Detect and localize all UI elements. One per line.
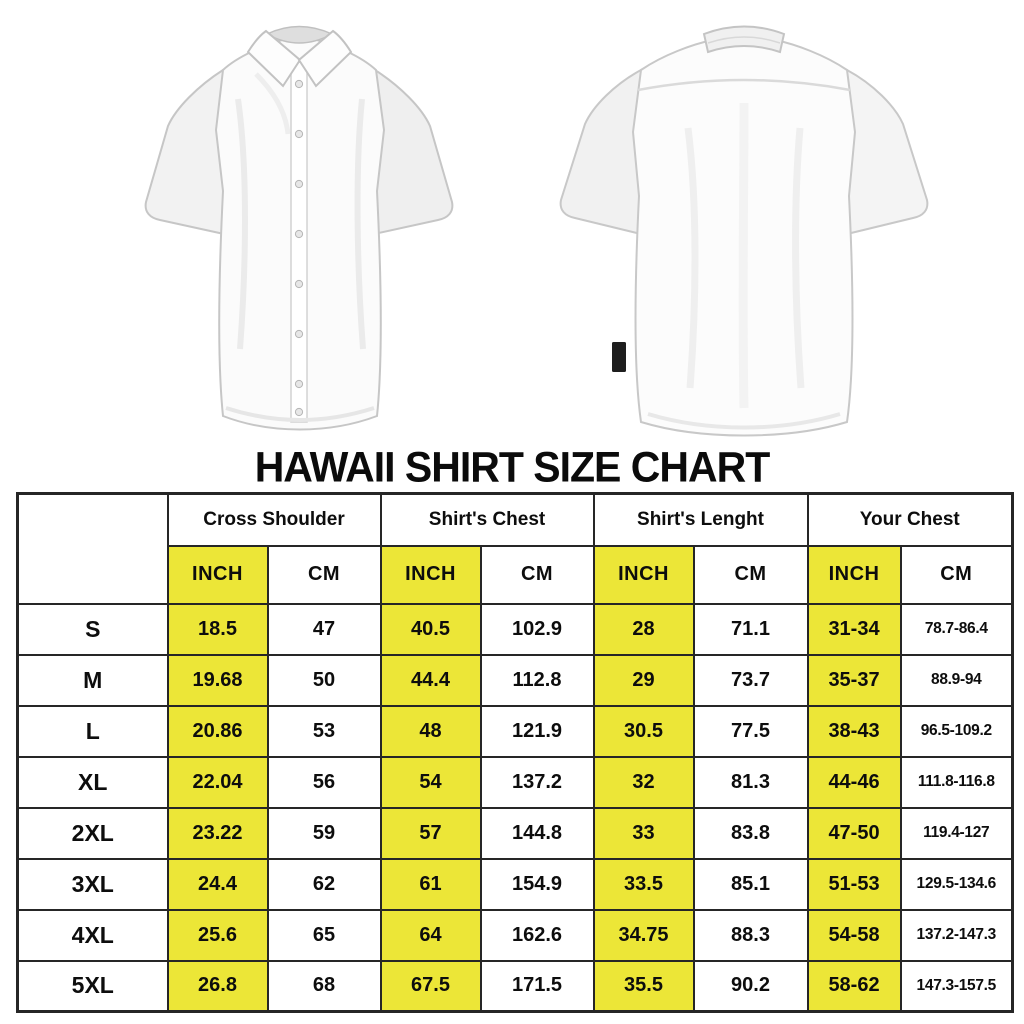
back-hem-tag: [612, 342, 626, 372]
value-cell: 32: [594, 757, 694, 808]
value-cell: 23.22: [168, 808, 268, 859]
size-cell: 5XL: [18, 961, 168, 1012]
value-cell: 25.6: [168, 910, 268, 961]
back-shirt-image: [538, 8, 950, 448]
size-cell: 4XL: [18, 910, 168, 961]
size-row-3xl: [18, 859, 1013, 910]
value-cell: 137.2: [481, 757, 594, 808]
unit-header-row: [18, 546, 1013, 604]
value-cell: 24.4: [168, 859, 268, 910]
value-cell: 154.9: [481, 859, 594, 910]
value-cell: 20.86: [168, 706, 268, 757]
size-chart-table: [16, 492, 1014, 1013]
unit-header-cm: CM: [481, 546, 594, 604]
size-row-4xl: [18, 910, 1013, 961]
value-cell: 33.5: [594, 859, 694, 910]
value-cell: 34.75: [594, 910, 694, 961]
value-cell: 22.04: [168, 757, 268, 808]
value-cell: 147.3-157.5: [901, 961, 1013, 1012]
value-cell: 129.5-134.6: [901, 859, 1013, 910]
value-cell: 58-62: [808, 961, 901, 1012]
value-cell: 47-50: [808, 808, 901, 859]
value-cell: 144.8: [481, 808, 594, 859]
size-row-m: [18, 655, 1013, 706]
value-cell: 18.5: [168, 604, 268, 655]
value-cell: 44.4: [381, 655, 481, 706]
group-header-cross-shoulder: Cross Shoulder: [168, 494, 381, 546]
value-cell: 53: [268, 706, 381, 757]
value-cell: 28: [594, 604, 694, 655]
value-cell: 50: [268, 655, 381, 706]
value-cell: 137.2-147.3: [901, 910, 1013, 961]
size-row-xl: [18, 757, 1013, 808]
unit-header-cm: CM: [901, 546, 1013, 604]
group-header-shirts-chest: Shirt's Chest: [381, 494, 594, 546]
value-cell: 54-58: [808, 910, 901, 961]
value-cell: 35-37: [808, 655, 901, 706]
value-cell: 81.3: [694, 757, 808, 808]
value-cell: 67.5: [381, 961, 481, 1012]
value-cell: 44-46: [808, 757, 901, 808]
value-cell: 102.9: [481, 604, 594, 655]
value-cell: 62: [268, 859, 381, 910]
size-cell: XL: [18, 757, 168, 808]
value-cell: 31-34: [808, 604, 901, 655]
value-cell: 35.5: [594, 961, 694, 1012]
corner-cell: [18, 494, 168, 604]
value-cell: 30.5: [594, 706, 694, 757]
value-cell: 56: [268, 757, 381, 808]
value-cell: 171.5: [481, 961, 594, 1012]
value-cell: 85.1: [694, 859, 808, 910]
size-row-s: [18, 604, 1013, 655]
size-cell: 3XL: [18, 859, 168, 910]
value-cell: 64: [381, 910, 481, 961]
value-cell: 47: [268, 604, 381, 655]
back-fold-center: [743, 103, 744, 408]
value-cell: 61: [381, 859, 481, 910]
unit-header-inch: INCH: [168, 546, 268, 604]
group-header-your-chest: Your Chest: [808, 494, 1013, 546]
value-cell: 111.8-116.8: [901, 757, 1013, 808]
value-cell: 48: [381, 706, 481, 757]
size-cell: 2XL: [18, 808, 168, 859]
value-cell: 90.2: [694, 961, 808, 1012]
value-cell: 121.9: [481, 706, 594, 757]
front-placket: [291, 62, 307, 422]
unit-header-inch: INCH: [381, 546, 481, 604]
group-header-row: [18, 494, 1013, 546]
value-cell: 83.8: [694, 808, 808, 859]
value-cell: 38-43: [808, 706, 901, 757]
value-cell: 77.5: [694, 706, 808, 757]
unit-header-cm: CM: [268, 546, 381, 604]
value-cell: 26.8: [168, 961, 268, 1012]
unit-header-inch: INCH: [594, 546, 694, 604]
value-cell: 96.5-109.2: [901, 706, 1013, 757]
size-cell: L: [18, 706, 168, 757]
value-cell: 78.7-86.4: [901, 604, 1013, 655]
value-cell: 162.6: [481, 910, 594, 961]
value-cell: 33: [594, 808, 694, 859]
value-cell: 88.9-94: [901, 655, 1013, 706]
value-cell: 29: [594, 655, 694, 706]
value-cell: 19.68: [168, 655, 268, 706]
value-cell: 119.4-127: [901, 808, 1013, 859]
size-row-l: [18, 706, 1013, 757]
unit-header-cm: CM: [694, 546, 808, 604]
value-cell: 51-53: [808, 859, 901, 910]
value-cell: 65: [268, 910, 381, 961]
front-shirt-image: [126, 4, 472, 448]
value-cell: 112.8: [481, 655, 594, 706]
size-cell: M: [18, 655, 168, 706]
size-cell: S: [18, 604, 168, 655]
value-cell: 71.1: [694, 604, 808, 655]
value-cell: 73.7: [694, 655, 808, 706]
size-row-5xl: [18, 961, 1013, 1012]
value-cell: 68: [268, 961, 381, 1012]
size-chart-container: [16, 492, 1014, 1013]
size-row-2xl: [18, 808, 1013, 859]
group-header-shirts-lenght: Shirt's Lenght: [594, 494, 808, 546]
unit-header-inch: INCH: [808, 546, 901, 604]
value-cell: 54: [381, 757, 481, 808]
value-cell: 88.3: [694, 910, 808, 961]
page-title: HAWAII SHIRT SIZE CHART: [254, 443, 770, 491]
value-cell: 59: [268, 808, 381, 859]
value-cell: 57: [381, 808, 481, 859]
value-cell: 40.5: [381, 604, 481, 655]
